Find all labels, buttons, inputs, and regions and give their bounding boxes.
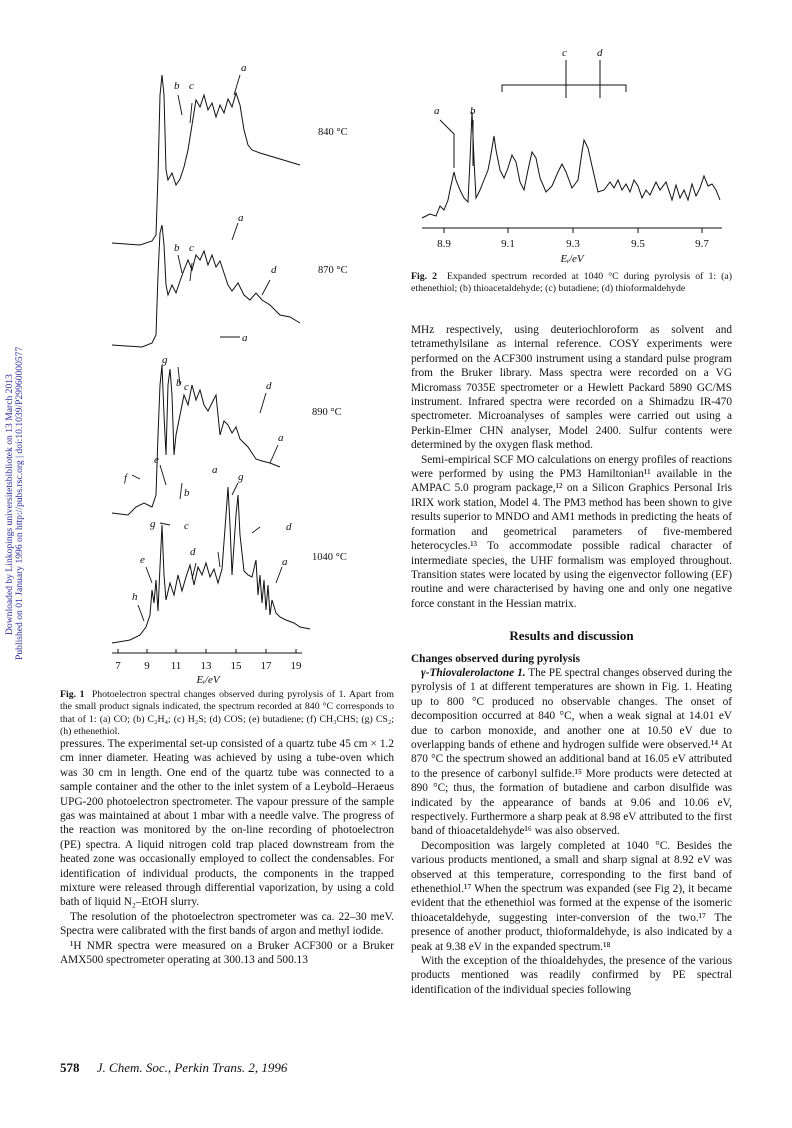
temperature-label: 1040 °C [312,552,347,563]
axis-tick: 19 [290,660,302,672]
trace-870 [112,225,300,347]
figure-1-caption [60,689,394,739]
peak-label: d [266,380,272,392]
figure-2-spectrum [410,40,740,275]
axis-label: Eᵢ/eV [196,674,220,686]
peak-label: b [174,80,180,92]
axis-tick: 9.3 [566,238,580,250]
peak-label: b [470,105,476,117]
peak-label: d [190,546,196,558]
peak-label: a [282,556,288,568]
peak-label: a [212,464,218,476]
paragraph: The resolution of the photoelectron spectrometer was ca. 22–30 meV. Spectra were calibrated with the first bands of argon and methyl iodide. [60,910,394,938]
journal-citation: J. Chem. Soc., Perkin Trans. 2, 1996 [96,1060,288,1075]
page-footer [60,1060,287,1076]
page-number: 578 [60,1060,80,1075]
download-watermark [0,300,24,660]
left-column [60,737,394,968]
axis-tick: 13 [200,660,212,672]
peak-label: a [242,332,248,344]
axis-tick: 11 [170,660,182,672]
figure-2-caption [411,271,732,296]
peak-label: g [238,471,244,483]
peak-label: d [271,264,277,276]
watermark-line-downloaded: Downloaded by Linkopings universitetsbibliotek on 13 March 2013 [4,374,15,635]
subsection-heading: Changes observed during pyrolysis [411,652,580,665]
section-heading: Results and discussion [509,628,634,644]
trace-840 [112,75,300,245]
axis-tick: 15 [230,660,242,672]
peak-label: h [132,591,138,603]
paragraph: With the exception of the thioaldehydes, the presence of the various products mentioned was readily confirmed by PE spectral identification of the individual species following [411,955,732,996]
peak-label: e [140,554,145,566]
peak-label: d [597,47,603,59]
peak-label: c [189,242,194,254]
paragraph: ¹H NMR spectra were measured on a Bruker ACF300 or a Bruker AMX500 spectrometer operating at 300.13 and 500.13 [60,939,394,967]
axis-tick: 9 [144,660,150,672]
paragraph: MHz respectively, using deuteriochloroform as solvent and tetramethylsilane as internal reference. COSY experiments were performed on the ACF300 instrument using a standard pulse program from the Bruker library. Mass spectra were recorded on a VG Micromass 7035E spectrometer or a Hewlett Packard 5890 GC/MS instrument. Infrared spectra were recorded on a Shimadzu IR-470 spectrometer. Microanalyses of samples were carried out using a Perkin-Elmer CHN analyser, Model 2400. Sulfur contents were determined by the oxygen flask method. [411,324,732,452]
paragraph: Semi-empirical SCF MO calculations on energy profiles of reactions were performed by using the PM3 Hamiltonian¹¹ available in the AMPAC 5.0 program package,¹² on a Silicon Graphics Personal Iris IRIX work station, Model 4. The PM3 method has been shown to give results superior to MNDO and AM1 methods in predicting the heats of formation and geometrical parameters of five-membered heterocycles.¹³ To accommodate possible radical character of intermediate species, the UHF formalism was employed throughout. Transition states were located by using the eigenvector following (EF) routine and were characterised by having one and only one negative force constant in the Hessian matrix. [411,453,733,610]
paragraph: The PE spectral changes observed during the pyrolysis of 1 at different temperatures are shown in Fig. 1. Heating up to 800 °C produced no observable changes. The onset of decomposition occurred at 840 °C, when a weak signal at 14.01 eV due to carbon monoxide, and another one at 10.50 eV due to overlapping bands of ethene and hydrogen sulfide were observed.¹⁴ At 870 °C the spectrum showed an additional band at 16.05 eV attributed to the presence of carbonyl sulfide.¹⁵ More products were detected at 890 °C; thus, the formation of butadiene and carbon disulfide was indicated by the appearance of bands at 9.06 and 10.06 eV, respectively. Furthermore a sharp peak at 8.98 eV attributed to the first band of thioacetaldehyde¹⁶ was also observed. [411,666,732,838]
peak-label: g [162,354,168,366]
axis-label: Eᵢ/eV [560,253,584,265]
paragraph: Decomposition was largely completed at 1040 °C. Besides the various products mentioned, a small and sharp signal at 8.92 eV was observed at this temperature, corresponding to the first band of ethenethiol.¹⁷ When the spectrum was expanded (see Fig 2), it became evident that the ethenethiol was formed at the expense of the isomeric thioacetaldehyde, suggesting inter-conversion of the two.¹⁷ The presence of another product, thioformaldehyde, is also indicated by a peak at 9.38 eV in the expanded spectrum.¹⁸ [411,839,732,953]
peak-label: c [184,520,189,532]
peak-label: a [241,62,247,74]
peak-label: b [176,377,182,389]
peak-label: d [286,521,292,533]
peak-label: a [238,212,244,224]
paragraph: pressures. The experimental set-up consisted of a quartz tube 45 cm × 1.2 cm inner diameter. Heating was achieved by using a tube-oven which was 30 cm in length. One end of the quartz tube was connected to a sample container and the other to the inlet system of a Leybold–Heraeus UPG-200 photoelectron spectrometer. The vapour pressure of the sample gas was maintained at about 1 mbar with a needle valve. The progress of the reaction was monitored by the on-line recording of photoelectron (PE) spectra. A liquid nitrogen cold trap placed downstream from the heated zone was occasionally employed to collect the condensables. For identification of individual products, the components in the trapped mixture were released through differential vaporization, by using a cold bath of liquid N₂–EtOH slurry. [60,738,394,909]
peak-label: e [154,454,159,466]
peak-label: b [184,487,190,499]
watermark-line-published: Published on 01 January 1996 on http://pubs.rsc.org | doi:10.1039/P29960000577 [14,346,25,660]
temperature-label: 890 °C [312,407,342,418]
axis-tick: 9.7 [695,238,709,250]
peak-label: g [150,518,156,530]
paragraph-lead: γ-Thiovalerolactone 1. [421,666,526,679]
peak-label: c [189,80,194,92]
caption-label: Fig. 1 [60,689,85,700]
axis-tick: 7 [115,660,121,672]
peak-label: c [184,381,189,393]
temperature-label: 870 °C [318,265,348,276]
figure-1-spectra [100,55,370,695]
caption-text: Expanded spectrum recorded at 1040 °C during pyrolysis of 1: (a) ethenethiol; (b) thioacetaldehyde; (c) butadiene; (d) thioformaldehyde [411,271,732,295]
axis-tick: 17 [260,660,272,672]
peak-label: b [174,242,180,254]
trace-890 [112,365,280,515]
axis-tick: 9.1 [501,238,515,250]
caption-label: Fig. 2 [411,271,437,282]
temperature-label: 840 °C [318,127,348,138]
peak-label: c [562,47,567,59]
axis-tick: 9.5 [631,238,645,250]
peak-label: a [278,432,284,444]
axis-tick: 8.9 [437,238,451,250]
caption-text: Photoelectron spectral changes observed during pyrolysis of 1. Apart from the small product signals indicated, the spectrum recorded at 840 °C corresponds to that of 1: (a) CO; (b) C₂H₄; (c) H₂S; (d) COS; (e) butadiene; (f) CH₃CHS; (g) CS₂; (h) ethenethiol. [60,689,394,738]
trace-expanded [422,112,720,218]
right-column [411,323,732,997]
peak-label: a [434,105,440,117]
peak-label: f [124,472,128,484]
